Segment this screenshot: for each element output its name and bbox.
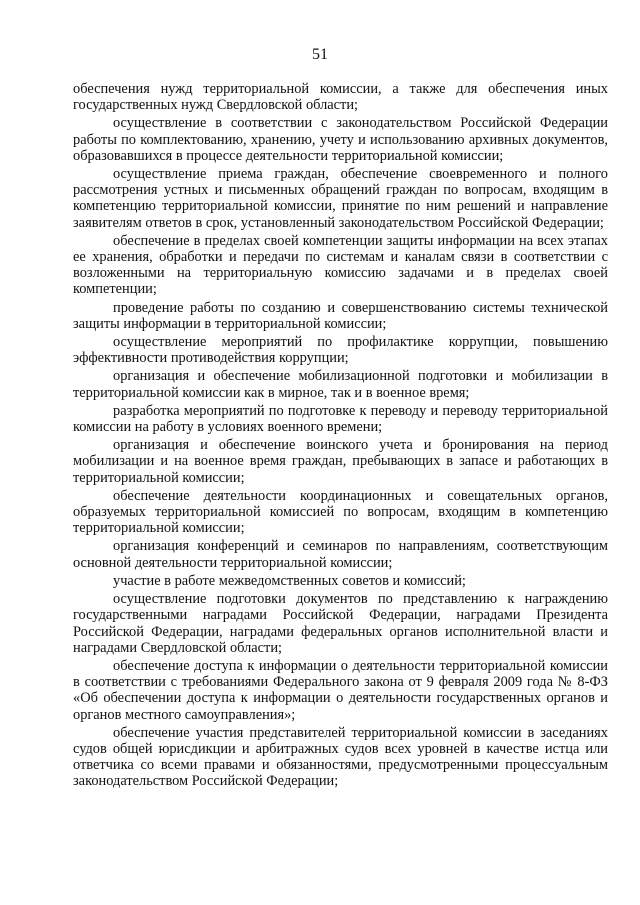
- page-number: 51: [312, 46, 328, 63]
- paragraph-13: осуществление подготовки документов по представлению к награждению государственными наградами Российской Федерации, наградами Президента Российской Федерации, наградами федеральных органов исполнительной власти и наградами Свердловской области;: [73, 591, 608, 656]
- paragraph-9: организация и обеспечение воинского учета и бронирования на период мобилизации и на военное время граждан, пребывающих в запасе и работающих в территориальной комиссии;: [73, 437, 608, 486]
- paragraph-2: осуществление в соответствии с законодательством Российской Федерации работы по комплектованию, хранению, учету и использованию архивных документов, образовавшихся в процессе деятельности территориальной комиссии;: [73, 115, 608, 164]
- paragraph-8: разработка мероприятий по подготовке к переводу и переводу территориальной комиссии на работу в условиях военного времени;: [73, 402, 608, 436]
- paragraph-5: проведение работы по созданию и совершенствованию системы технической защиты информации в территориальной комиссии;: [73, 299, 608, 332]
- paragraph-15: обеспечение участия представителей территориальной комиссии в заседаниях судов общей юрисдикции и арбитражных судов всех уровней в качестве истца или ответчика со всеми правами и обязанностями, предусмотренными процессуальным законодательством Российской Федерации;: [73, 724, 608, 790]
- paragraph-3: осуществление приема граждан, обеспечение своевременного и полного рассмотрения устных и письменных обращений граждан по вопросам, входящим в компетенцию территориальной комиссии, принятие по ним решений и направление заявителям ответов в срок, установленный законодательством Российской Федерации;: [73, 166, 608, 231]
- paragraph-6: осуществление мероприятий по профилактике коррупции, повышению эффективности противодействия коррупции;: [73, 334, 608, 367]
- paragraph-7: организация и обеспечение мобилизационной подготовки и мобилизации в территориальной комиссии как в мирное, так и в военное время;: [73, 368, 608, 401]
- paragraph-11: организация конференций и семинаров по направлениям, соответствующим основной деятельности территориальной комиссии;: [73, 538, 608, 571]
- paragraph-1: обеспечения нужд территориальной комиссии, а также для обеспечения иных государственных нужд Свердловской области;: [73, 81, 608, 114]
- paragraph-10: обеспечение деятельности координационных и совещательных органов, образуемых территориальной комиссией по вопросам, входящим в компетенцию территориальной комиссии;: [73, 487, 608, 537]
- paragraph-12: участие в работе межведомственных советов и комиссий;: [113, 572, 466, 589]
- paragraph-14: обеспечение доступа к информации о деятельности территориальной комиссии в соответствии с требованиями Федерального закона от 9 февраля 2009 года № 8-ФЗ «Об обеспечении доступа к информации о деятельности государственных органов и органов местного самоуправления»;: [73, 657, 608, 723]
- document-body: [73, 81, 608, 792]
- paragraph-4: обеспечение в пределах своей компетенции защиты информации на всех этапах ее хранения, обработки и передачи по системам и каналам связи в соответствии с возложенными на территориальную комиссию задачами и в пределах своей компетенции;: [73, 232, 608, 298]
